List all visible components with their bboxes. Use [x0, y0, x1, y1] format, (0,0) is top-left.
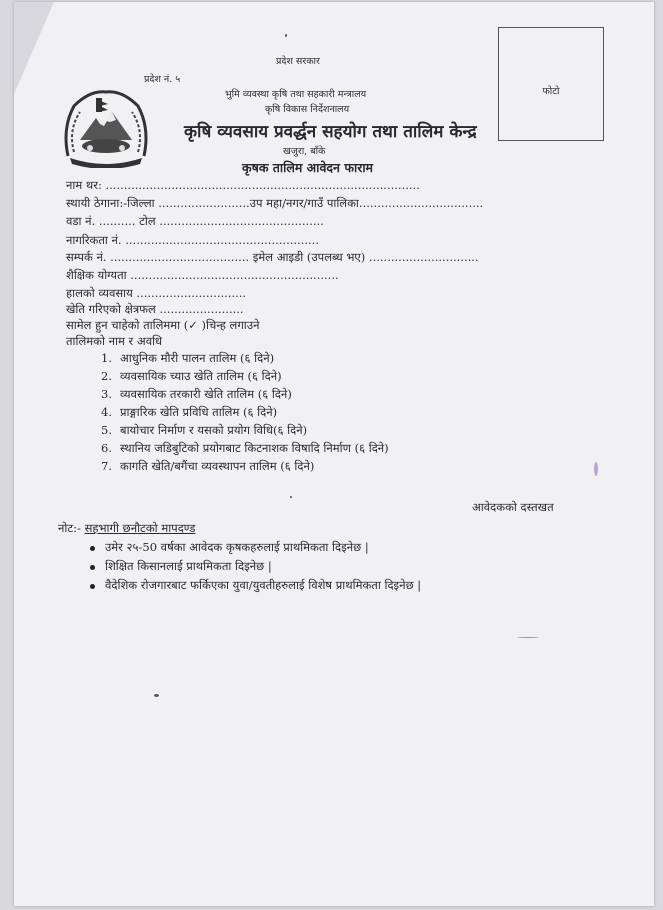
list-item[interactable]: 6. स्थानिय जडिबुटिको प्रयोगबाट किटनाशक विषादि निर्माण (६ दिने): [101, 441, 389, 455]
instruction-text: सामेल हुन चाहेको तालिममा (✓ )चिन्ह लगाउने: [66, 318, 260, 332]
photo-box[interactable]: [498, 27, 604, 141]
education-field[interactable]: शैक्षिक योग्यता .........................................................: [66, 268, 339, 282]
center-title: कृषि व्यवसाय प्रवर्द्धन सहयोग तथा तालिम केन्द्र: [184, 122, 477, 142]
training-header: तालिमको नाम र अवधि: [66, 334, 163, 348]
paper-speck: [154, 694, 159, 697]
contact-field[interactable]: सम्पर्क नं. ...................................... इमेल आइडी (उपलब्ध भए) ..............................: [66, 250, 479, 264]
ministry-name: भुमि व्यवस्था कृषि तथा सहकारी मन्त्रालय: [225, 89, 367, 100]
note-title: सहभागी छनौटको मापदण्ड: [84, 521, 196, 535]
paper-speck: [594, 462, 598, 476]
center-location: खजुरा, बाँके: [283, 146, 326, 157]
ward-field[interactable]: वडा नं. .......... टोल .............................................: [66, 214, 324, 228]
bullet-icon: [90, 546, 95, 551]
form-title: कृषक तालिम आवेदन फाराम: [242, 160, 374, 175]
citizenship-field[interactable]: नागरिकता नं. .....................................................: [66, 233, 319, 247]
training-list: [88, 351, 389, 477]
occupation-field[interactable]: हालको व्यवसाय ..............................: [66, 286, 247, 300]
list-item[interactable]: 1. आधुनिक मौरी पालन तालिम (६ दिने): [101, 351, 275, 365]
photo-label: फोटो: [542, 86, 560, 97]
note-heading: [58, 521, 195, 536]
bullet-icon: [90, 565, 95, 570]
note-criteria-list: [90, 540, 421, 597]
province-govt: प्रदेश सरकार: [276, 56, 320, 67]
farm-area-field[interactable]: खेति गरिएको क्षेत्रफल .......................: [66, 302, 244, 316]
nepal-emblem-icon: [60, 88, 152, 168]
list-item[interactable]: 7. कागति खेति/बगैंचा व्यवस्थापन तालिम (६ दिने): [101, 459, 315, 473]
list-item[interactable]: 3. व्यवसायिक तरकारी खेति तालिम (६ दिने): [101, 387, 292, 401]
signature-label[interactable]: आवेदकको दस्तखत: [472, 500, 554, 514]
address-field[interactable]: स्थायी ठेगाना:-जिल्ला .........................उप महा/नगर/गाउँ पालिका..................................: [66, 196, 484, 210]
paper-speck: [290, 496, 292, 498]
form-page: [14, 2, 654, 906]
directorate-name: कृषि विकास निर्देशनालय: [265, 104, 350, 115]
paper-speck: [285, 34, 287, 37]
list-item[interactable]: 5. बायोचार निर्माण र यसको प्रयोग विधि(६ दिने): [101, 423, 308, 437]
list-item[interactable]: 2. व्यवसायिक च्याउ खेति तालिम (६ दिने): [101, 369, 282, 383]
note-prefix: नोट:-: [58, 521, 81, 535]
list-item: उमेर २५-50 वर्षका आवेदक कृषकहरुलाई प्राथमिकता दिइनेछ |: [90, 540, 421, 559]
list-item: वैदेशिक रोजगारबाट फर्किएका युवा/युवतीहरुलाई विशेष प्राथमिकता दिइनेछ |: [90, 578, 421, 597]
list-item[interactable]: 4. प्राङ्गारिक खेति प्रविधि तालिम (६ दिने): [101, 405, 278, 419]
province-no: प्रदेश नं. ५: [144, 74, 181, 85]
paper-speck: [517, 637, 539, 638]
name-field[interactable]: नाम थर: ......................................................................................: [66, 178, 420, 192]
list-item: शिक्षित किसानलाई प्राथमिकता दिइनेछ |: [90, 559, 421, 578]
folded-corner: [14, 2, 54, 94]
bullet-icon: [90, 584, 95, 589]
